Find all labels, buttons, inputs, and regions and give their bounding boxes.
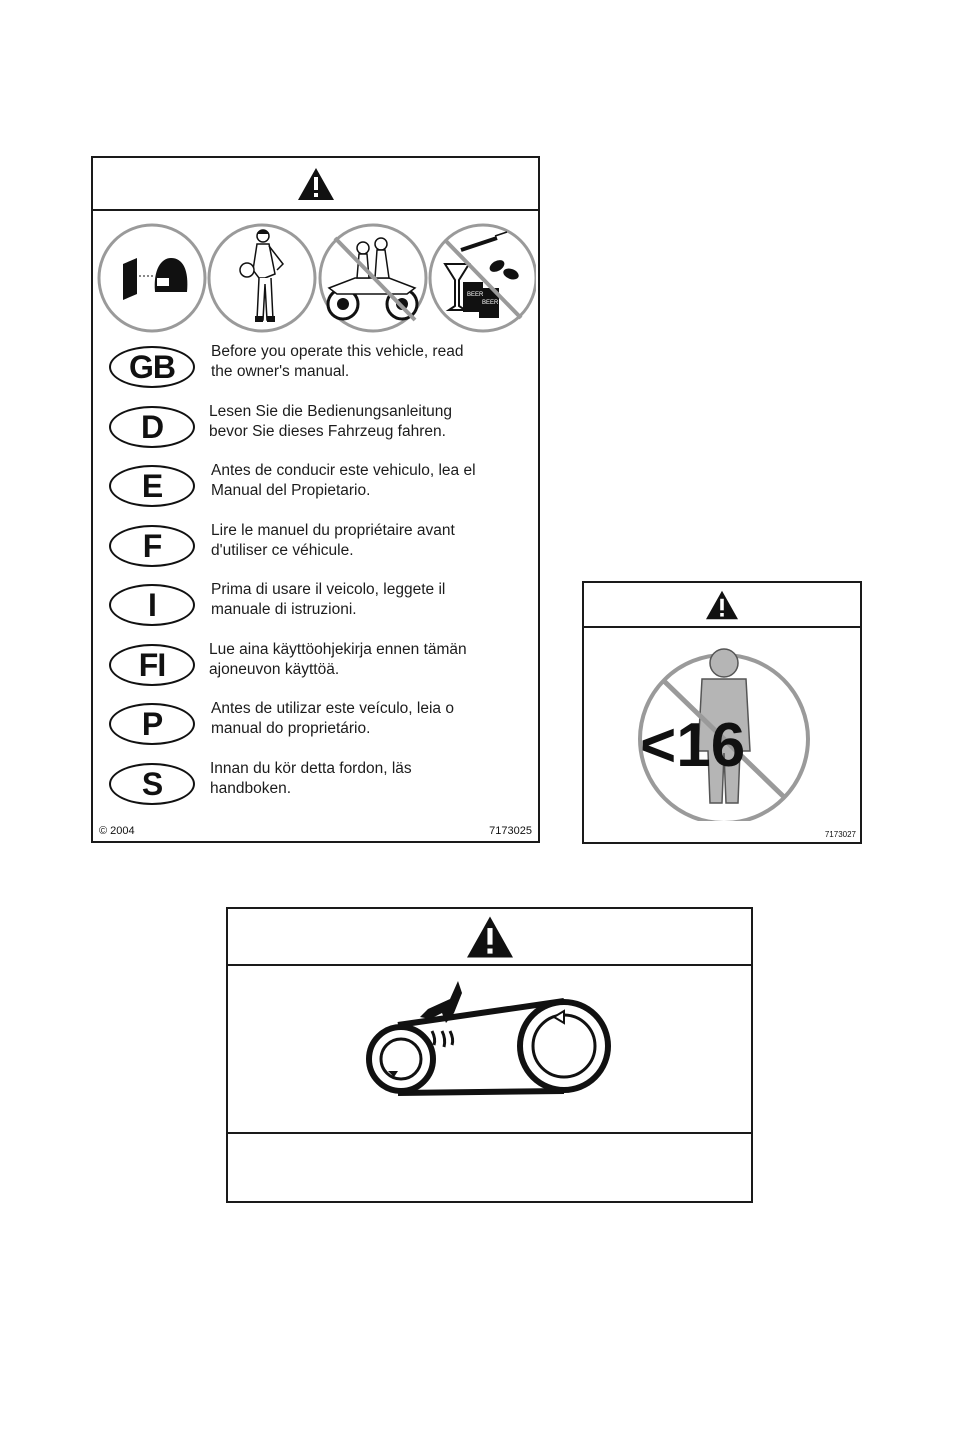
belt-hazard-icon xyxy=(358,973,618,1103)
lang-code: F xyxy=(109,525,195,567)
lang-code: I xyxy=(109,584,195,626)
age-warning-label xyxy=(582,581,862,844)
lang-row-e xyxy=(109,462,529,515)
warning-triangle-icon xyxy=(296,166,336,202)
lang-code: S xyxy=(109,763,195,805)
label-header xyxy=(93,158,538,211)
lang-text: Innan du kör detta fordon, läs handboken. xyxy=(210,760,412,797)
beer-label-1: BEER xyxy=(467,292,484,298)
lang-text: Prima di usare il veicolo, leggete il manuale di istruzioni. xyxy=(211,581,446,618)
part-number: 7173025 xyxy=(489,825,532,837)
age-limit-text: <16 xyxy=(640,711,746,780)
divider xyxy=(228,1132,751,1134)
lang-row-i xyxy=(109,581,529,634)
belt-warning-text xyxy=(240,1143,739,1195)
lang-code: FI xyxy=(109,644,195,686)
lang-text: Antes de conducir este vehiculo, lea el Manual del Propietario. xyxy=(211,462,476,499)
warning-triangle-icon xyxy=(464,914,516,960)
label-header xyxy=(584,583,860,628)
label-header xyxy=(228,909,751,966)
lang-text: Antes de utilizar este veículo, leia o manual do proprietário. xyxy=(211,700,454,737)
warning-triangle-icon xyxy=(704,589,740,621)
copyright: © 2004 xyxy=(99,825,135,837)
lang-row-gb xyxy=(109,343,529,396)
lang-row-s xyxy=(109,760,529,813)
protective-gear-icon xyxy=(209,225,315,331)
pictogram-strip xyxy=(97,222,536,334)
no-under-16-icon xyxy=(624,641,824,821)
lang-text: Lue aina käyttöohjekirja ennen tämän ajoneuvon käyttöä. xyxy=(209,641,467,678)
lang-row-d xyxy=(109,403,529,456)
lang-code: P xyxy=(109,703,195,745)
lang-text: Before you operate this vehicle, read the owner's manual. xyxy=(211,343,464,380)
belt-warning-label xyxy=(226,907,753,1203)
lang-text: Lire le manuel du propriétaire avant d'utiliser ce véhicule. xyxy=(211,522,455,559)
lang-row-fi xyxy=(109,641,529,694)
lang-text: Lesen Sie die Bedienungsanleitung bevor Sie dieses Fahrzeug fahren. xyxy=(209,403,453,440)
lang-row-f xyxy=(109,522,529,575)
part-number: 7173027 xyxy=(824,830,856,839)
beer-label-2: BEER xyxy=(482,300,499,306)
manual-warning-label xyxy=(91,156,540,843)
lang-code: D xyxy=(109,406,195,448)
manual-helmet-icon xyxy=(99,225,205,331)
lang-code: GB xyxy=(109,346,195,388)
no-passenger-icon xyxy=(320,225,426,331)
lang-row-p xyxy=(109,700,529,753)
no-alcohol-drugs-icon xyxy=(430,225,536,331)
lang-code: E xyxy=(109,465,195,507)
